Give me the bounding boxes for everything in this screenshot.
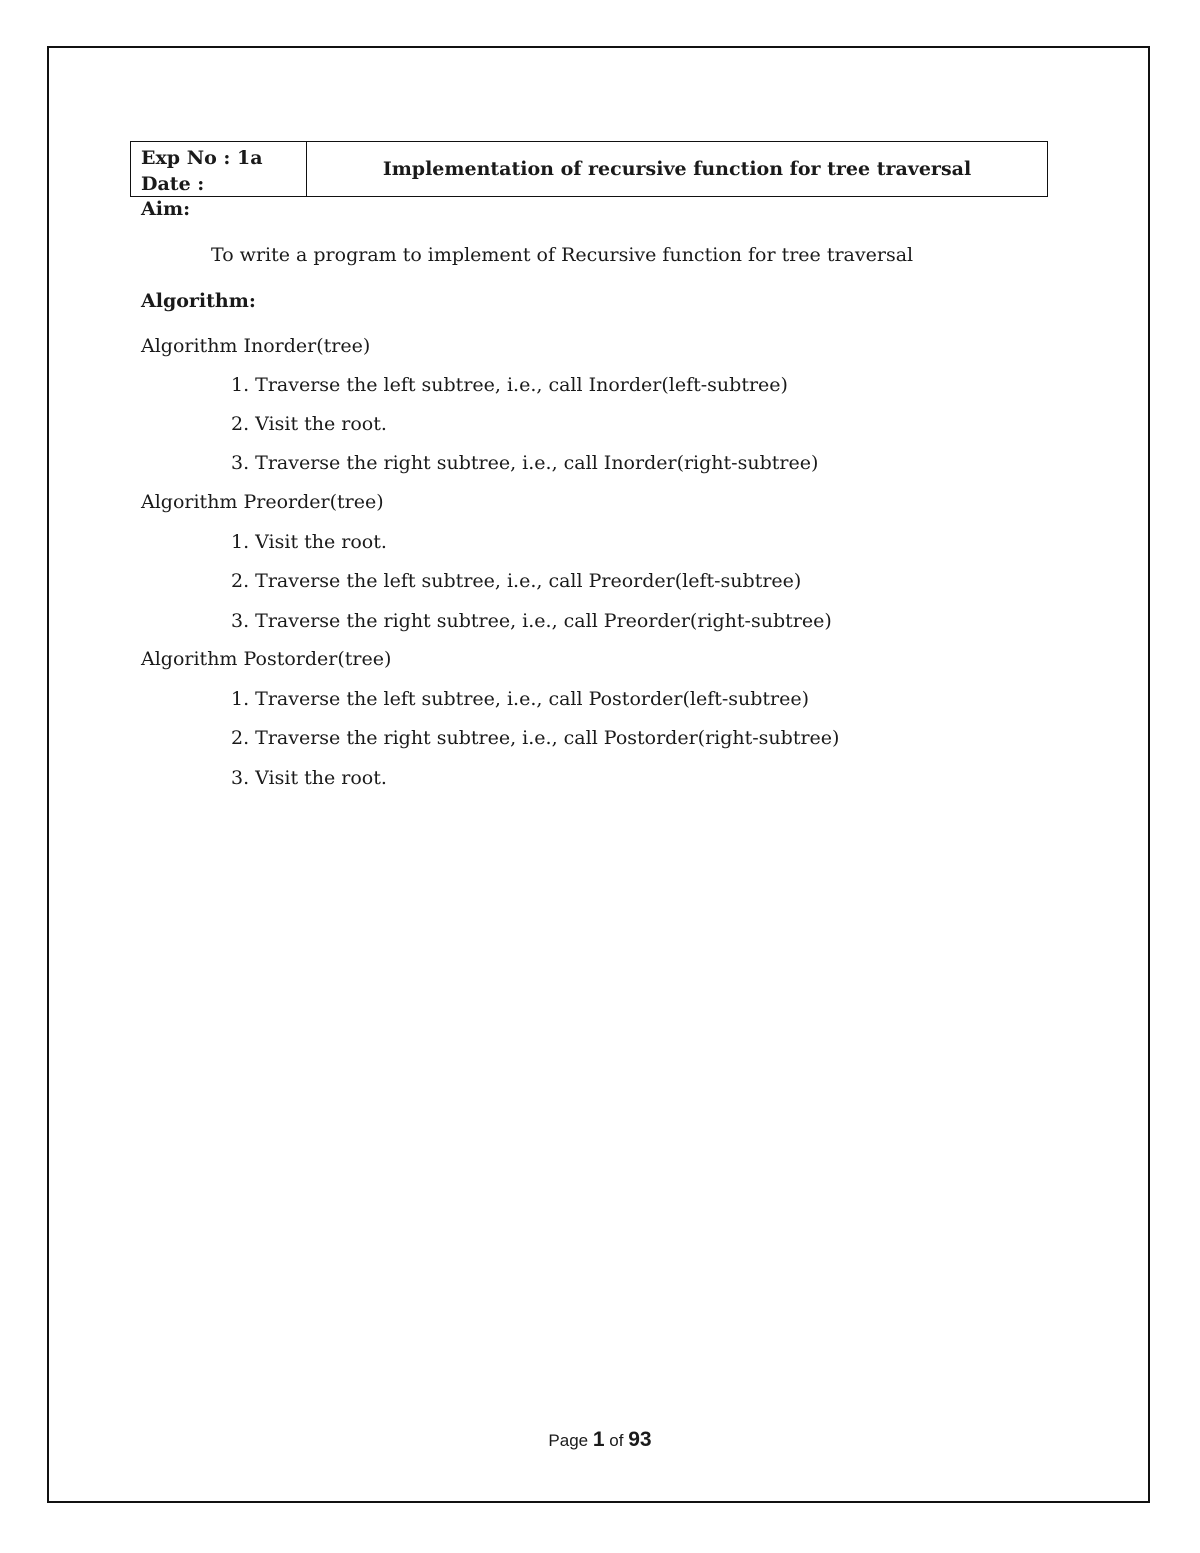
experiment-title: Implementation of recursive function for tree traversal	[382, 158, 972, 180]
of-word: of	[609, 1431, 624, 1450]
preorder-step: 2. Traverse the left subtree, i.e., call Preorder(left-subtree)	[231, 570, 802, 592]
inorder-step: 2. Visit the root.	[231, 413, 387, 435]
experiment-meta-cell	[131, 142, 307, 196]
inorder-step: 1. Traverse the left subtree, i.e., call Inorder(left-subtree)	[231, 374, 788, 396]
experiment-header-table	[130, 141, 1048, 197]
aim-heading: Aim:	[141, 198, 191, 220]
inorder-title: Algorithm Inorder(tree)	[141, 335, 371, 357]
aim-text: To write a program to implement of Recursive function for tree traversal	[211, 244, 914, 266]
page-footer	[0, 1428, 1200, 1452]
postorder-step: 2. Traverse the right subtree, i.e., call Postorder(right-subtree)	[231, 727, 840, 749]
preorder-step: 1. Visit the root.	[231, 531, 387, 553]
algorithm-heading: Algorithm:	[141, 290, 256, 312]
page-word: Page	[548, 1431, 589, 1450]
preorder-title: Algorithm Preorder(tree)	[141, 491, 384, 513]
page-total-number: 93	[628, 1428, 652, 1451]
inorder-step: 3. Traverse the right subtree, i.e., call Inorder(right-subtree)	[231, 452, 819, 474]
postorder-step: 1. Traverse the left subtree, i.e., call Postorder(left-subtree)	[231, 688, 810, 710]
page-current-number: 1	[592, 1428, 605, 1451]
postorder-step: 3. Visit the root.	[231, 767, 387, 789]
experiment-title-cell	[307, 142, 1047, 196]
preorder-step: 3. Traverse the right subtree, i.e., call Preorder(right-subtree)	[231, 610, 832, 632]
experiment-number: Exp No : 1a	[141, 147, 263, 169]
experiment-date: Date :	[141, 173, 205, 195]
postorder-title: Algorithm Postorder(tree)	[141, 648, 392, 670]
